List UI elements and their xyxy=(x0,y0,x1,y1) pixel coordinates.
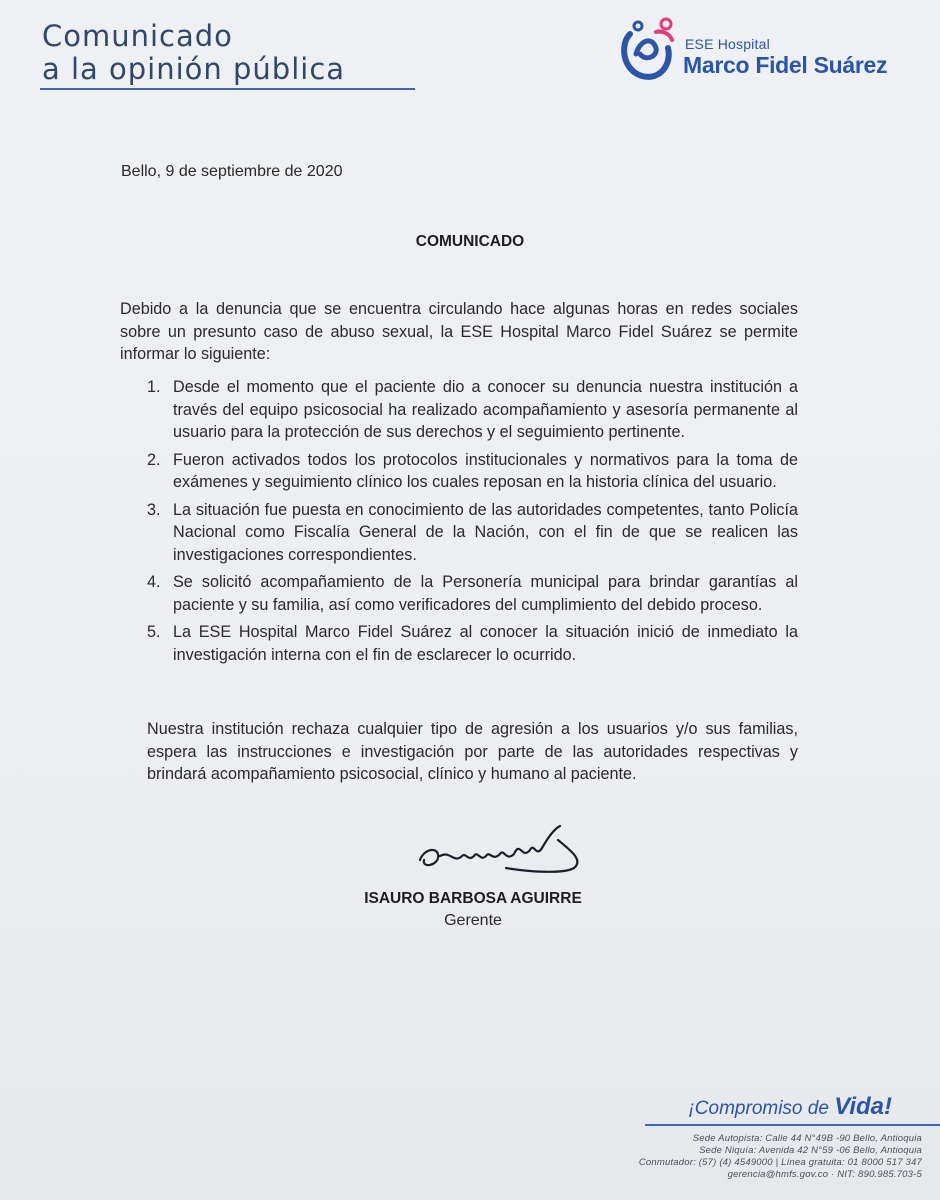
footer-contact xyxy=(639,1133,922,1181)
list-item-number: 3. xyxy=(147,500,161,519)
list-item xyxy=(120,449,798,494)
list-item xyxy=(120,499,798,567)
list-item-text: La situación fue puesta en conocimiento de las autoridades competentes, tanto Policía Nacional como Fiscalía General de la Nación, con el fin de que se realicen las investigaciones correspondientes. xyxy=(173,500,798,564)
document-heading: COMUNICADO xyxy=(415,233,525,250)
intro-paragraph: Debido a la denuncia que se encuentra circulando hace algunas horas en redes sociales sobre un presunto caso de abuso sexual, la ESE Hospital Marco Fidel Suárez se permite informar lo siguiente: xyxy=(120,300,798,363)
list-item-text: Desde el momento que el paciente dio a conocer su denuncia nuestra institución a través del equipo psicosocial ha realizado acompañamiento y asesoría permanente al usuario para la protección de sus derechos y el seguimiento pertinente. xyxy=(173,378,798,441)
list-item-text: Se solicitó acompañamiento de la Personería municipal para brindar garantías al paciente y su familia, así como verificadores del cumplimiento del debido proceso. xyxy=(173,573,798,614)
footer-line: Conmutador: (57) (4) 4549000 | Línea gratuita: 01 8000 517 347 xyxy=(638,1157,922,1168)
list-item-number: 2. xyxy=(147,450,161,469)
logo-name: Marco Fidel Suárez xyxy=(683,52,888,78)
signer-role: Gerente xyxy=(444,912,502,929)
list-item xyxy=(120,376,798,444)
title-line-2: a la opinión pública xyxy=(42,52,346,86)
dateline: Bello, 9 de septiembre de 2020 xyxy=(121,163,343,180)
points-list xyxy=(120,376,798,671)
document-title xyxy=(42,20,345,86)
footer-line: Sede Autopista: Calle 44 N°49B -90 Bello, Antioquia xyxy=(692,1133,922,1144)
list-item-text: Fueron activados todos los protocolos institucionales y normativos para la toma de exámenes y seguimiento clínico los cuales reposan en la historia clínica del usuario. xyxy=(173,450,798,491)
footer-divider xyxy=(645,1124,940,1126)
list-item xyxy=(120,621,798,666)
list-item-number: 5. xyxy=(147,623,161,641)
hospital-logo-icon xyxy=(616,14,680,82)
closing-paragraph: Nuestra institución rechaza cualquier tipo de agresión a los usuarios y/o sus familias, espera las instrucciones e investigación por parte de las autoridades respectivas y brindará acompañamiento psicosocial, clínico y humano al paciente. xyxy=(147,720,798,783)
title-line-1: Comunicado xyxy=(42,19,233,53)
list-item-number: 1. xyxy=(147,378,161,396)
footer-line: gerencia@hmfs.gov.co · NIT: 890.985.703-5 xyxy=(727,1169,922,1180)
list-item xyxy=(120,571,798,616)
list-item-number: 4. xyxy=(147,573,161,591)
list-item-text: La ESE Hospital Marco Fidel Suárez al conocer la situación inició de inmediato la investigación interna con el fin de esclarecer lo ocurrido. xyxy=(173,623,798,664)
logo-subtitle: ESE Hospital xyxy=(685,36,770,52)
signer-name: ISAURO BARBOSA AGUIRRE xyxy=(364,890,582,907)
footer-line: Sede Niquía: Avenida 42 N°59 -06 Bello, Antioquia xyxy=(699,1145,922,1156)
header-divider xyxy=(40,88,415,90)
footer-slogan xyxy=(688,1093,892,1121)
slogan-prefix: ¡Compromiso de xyxy=(688,1098,835,1119)
slogan-bold: Vida! xyxy=(834,1093,892,1120)
handwritten-signature xyxy=(410,820,600,880)
